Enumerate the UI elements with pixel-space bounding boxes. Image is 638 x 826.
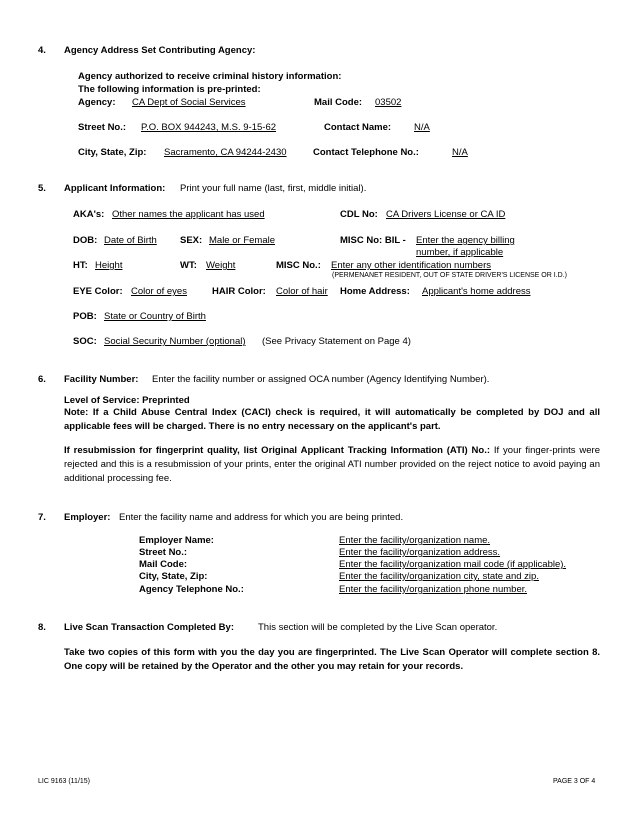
hair-label: HAIR Color: (212, 286, 266, 297)
eye-value: Color of eyes (131, 286, 187, 297)
contact-phone-value: N/A (452, 147, 468, 158)
dob-label: DOB: (73, 235, 98, 246)
employer-street-value: Enter the facility/organization address. (339, 547, 501, 558)
agency-intro-1: Agency authorized to receive criminal history information: (78, 71, 342, 82)
contact-name-value: N/A (414, 122, 430, 133)
pob-label: POB: (73, 311, 97, 322)
employer-city-value: Enter the facility/organization city, state and zip. (339, 571, 539, 582)
section-6-title: Facility Number: (64, 374, 139, 385)
home-label: Home Address: (340, 286, 410, 297)
section-8-note: This section will be completed by the Live Scan operator. (258, 622, 498, 633)
employer-name-value: Enter the facility/organization name. (339, 535, 491, 546)
section-5-number: 5. (38, 183, 46, 194)
resubmission-bold: If resubmission for fingerprint quality, list Original Applicant Tracking Information (ATI) No.: (64, 445, 491, 456)
city-value: Sacramento, CA 94244-2430 (164, 147, 287, 158)
city-label: City, State, Zip: (78, 147, 147, 158)
misc-bil-label: MISC No: BIL - (340, 235, 406, 246)
street-value: P.O. BOX 944243, M.S. 9-15-62 (141, 122, 277, 133)
agency-value: CA Dept of Social Services (132, 97, 246, 108)
mail-code-value: 03502 (375, 97, 402, 108)
page-number: PAGE 3 OF 4 (553, 778, 596, 785)
employer-city-label: City, State, Zip: (139, 571, 208, 582)
pob-value: State or Country of Birth (104, 311, 206, 322)
ht-value: Height (95, 260, 123, 271)
section-8-instructions: Take two copies of this form with you the day you are fingerprinted. The Live Scan Operator will complete section 8. One copy will be retained by the Operator and the other you may retain for your records. (64, 647, 600, 672)
wt-value: Weight (206, 260, 236, 271)
cdl-label: CDL No: (340, 209, 378, 220)
section-4-number: 4. (38, 45, 46, 56)
section-8-number: 8. (38, 622, 46, 633)
section-5-title: Applicant Information: (64, 183, 166, 194)
section-4-title: Agency Address Set Contributing Agency: (64, 45, 256, 56)
akas-value: Other names the applicant has used (112, 209, 265, 220)
section-6-note: Enter the facility number or assigned OCA number (Agency Identifying Number). (152, 374, 490, 385)
mail-code-label: Mail Code: (314, 97, 363, 108)
employer-street-label: Street No.: (139, 547, 188, 558)
contact-name-label: Contact Name: (324, 122, 392, 133)
soc-value: Social Security Number (optional) (104, 336, 246, 347)
section-6-number: 6. (38, 374, 46, 385)
home-value: Applicant's home address (422, 286, 531, 297)
cdl-value: CA Drivers License or CA ID (386, 209, 506, 220)
employer-mail-code-value: Enter the facility/organization mail code (if applicable). (339, 559, 567, 570)
resubmission-text: If your finger-prints were rejected and this is a resubmission of your prints, enter the original ATI number provided on the reject notice to avoid paying an additional processing fee. (64, 445, 601, 484)
sex-value: Male or Female (209, 235, 275, 246)
akas-label: AKA's: (73, 209, 105, 220)
caci-note: Note: If a Child Abuse Central Index (CACI) check is required, it will automatically be completed by DOJ and all applicable fees will be charged. There is no entry necessary on the applicant's part. (64, 407, 600, 432)
section-7-title: Employer: (64, 512, 111, 523)
section-7-number: 7. (38, 512, 46, 523)
agency-intro-2: The following information is pre-printed: (78, 84, 261, 95)
hair-value: Color of hair (276, 286, 328, 297)
resubmission-paragraph (64, 444, 600, 486)
misc-value: Enter any other identification numbers (331, 260, 492, 271)
section-7-note: Enter the facility name and address for which you are being printed. (119, 512, 404, 523)
ht-label: HT: (73, 260, 88, 271)
dob-value: Date of Birth (104, 235, 157, 246)
misc-bil-value-2: number, if applicable (416, 247, 504, 258)
misc-note: (PERMENANET RESIDENT, OUT OF STATE DRIVER'S LICENSE OR I.D.) (332, 272, 567, 279)
street-label: Street No.: (78, 122, 127, 133)
employer-phone-label: Agency Telephone No.: (139, 584, 244, 595)
level-of-service: Level of Service: Preprinted (64, 395, 190, 406)
form-id: LIC 9163 (11/15) (38, 778, 91, 785)
section-5-note: Print your full name (last, first, middle initial). (180, 183, 367, 194)
employer-phone-value: Enter the facility/organization phone number. (339, 584, 528, 595)
sex-label: SEX: (180, 235, 203, 246)
agency-label: Agency: (78, 97, 116, 108)
soc-note: (See Privacy Statement on Page 4) (262, 336, 411, 347)
contact-phone-label: Contact Telephone No.: (313, 147, 419, 158)
section-8-title: Live Scan Transaction Completed By: (64, 622, 234, 633)
eye-label: EYE Color: (73, 286, 123, 297)
misc-label: MISC No.: (276, 260, 321, 271)
employer-mail-code-label: Mail Code: (139, 559, 188, 570)
soc-label: SOC: (73, 336, 97, 347)
employer-name-label: Employer Name: (139, 535, 214, 546)
wt-label: WT: (180, 260, 197, 271)
misc-bil-value-1: Enter the agency billing (416, 235, 515, 246)
